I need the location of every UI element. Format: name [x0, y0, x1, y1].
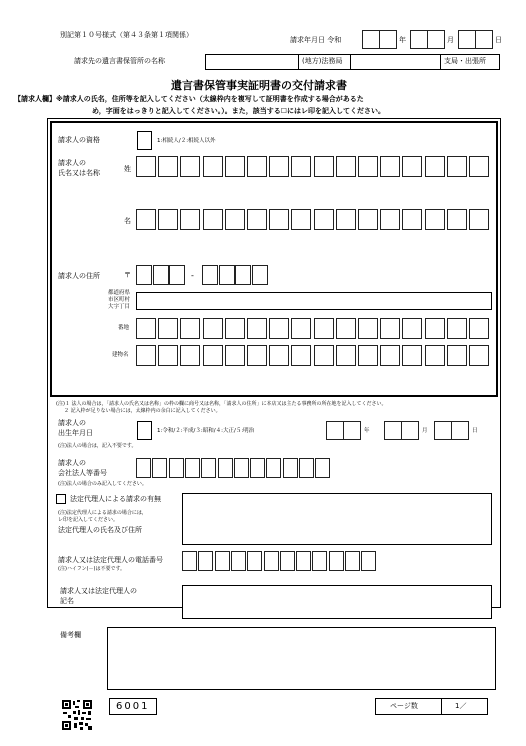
phone-label: 請求人又は法定代理人の電話番号: [58, 556, 163, 564]
building-cell[interactable]: [358, 345, 378, 366]
corp-label-1: 請求人の: [58, 459, 86, 467]
district-label: 大字丁目: [108, 304, 131, 310]
office-divider: [440, 54, 441, 70]
phone-cell[interactable]: [280, 551, 295, 571]
surname-cell[interactable]: [358, 156, 378, 177]
banchi-cell[interactable]: [380, 318, 400, 339]
office-label: 請求先の遺言書保管所の名称: [74, 57, 165, 65]
given-name-cell[interactable]: [225, 209, 245, 230]
postal-cell[interactable]: [169, 265, 185, 285]
corp-number-cell[interactable]: [250, 458, 265, 478]
instructions-line2: め，字面をはっきりと記入してください。）。また，該当する☐にはレ印を記入してください。: [92, 107, 385, 115]
agent-name-field[interactable]: [182, 493, 492, 545]
banchi-cell[interactable]: [247, 318, 267, 339]
building-cell[interactable]: [203, 345, 223, 366]
postal-mark: 〒: [124, 271, 131, 279]
phone-cell[interactable]: [247, 551, 262, 571]
surname-cell[interactable]: [203, 156, 223, 177]
corp-number-cell[interactable]: [234, 458, 249, 478]
month-unit: 月: [447, 36, 454, 44]
given-name-cell[interactable]: [469, 209, 489, 230]
given-name-cell[interactable]: [291, 209, 311, 230]
corp-label-2: 会社法人等番号: [58, 469, 107, 477]
office-divider: [350, 54, 351, 70]
surname-cell[interactable]: [336, 156, 356, 177]
building-cell[interactable]: [269, 345, 289, 366]
form-number: 6001: [116, 701, 150, 712]
birth-year-unit: 年: [364, 428, 370, 434]
building-cell[interactable]: [225, 345, 245, 366]
corp-number-cell[interactable]: [299, 458, 314, 478]
building-cell[interactable]: [469, 345, 489, 366]
given-name-cell[interactable]: [314, 209, 334, 230]
instructions-line1: 【請求人欄】※請求人の氏名，住所等を記入してください（太線枠内を複写して証明書を作成する場合があるた: [14, 95, 364, 103]
date-year-cell[interactable]: [379, 30, 397, 49]
surname-cell[interactable]: [314, 156, 334, 177]
surname-cell[interactable]: [291, 156, 311, 177]
era-field[interactable]: [137, 421, 152, 440]
name-label-1: 請求人の: [58, 159, 86, 167]
given-name-label: 名: [124, 217, 131, 225]
remarks-field[interactable]: [107, 627, 496, 690]
phone-cell[interactable]: [345, 551, 360, 571]
corp-number-cell[interactable]: [152, 458, 167, 478]
postal-cell[interactable]: [252, 265, 268, 285]
building-cell[interactable]: [380, 345, 400, 366]
banchi-label: 番地: [118, 325, 130, 331]
building-cell[interactable]: [425, 345, 445, 366]
note-1: (注)１ 法人の場合は，「請求人の氏名又は名称」の枠の欄に商号又は名称，「請求人の住所」に本店又は主たる事務所の所在地を記入してください。: [56, 401, 387, 407]
given-name-cell[interactable]: [269, 209, 289, 230]
agent-checkbox[interactable]: [56, 494, 66, 504]
banchi-cell[interactable]: [469, 318, 489, 339]
phone-cell[interactable]: [264, 551, 279, 571]
given-name-cell[interactable]: [336, 209, 356, 230]
corp-note: (注)法人の場合のみ記入してください。: [58, 481, 147, 487]
given-name-cell[interactable]: [180, 209, 200, 230]
phone-cell[interactable]: [231, 551, 246, 571]
phone-note: (注)ハイフン(－)は不要です。: [58, 566, 126, 572]
agent-note-2: レ印を記入してください。: [58, 517, 119, 523]
banchi-cell[interactable]: [402, 318, 422, 339]
remarks-label: 備考欄: [60, 631, 81, 639]
birth-label-2: 出生年月日: [58, 429, 93, 437]
corp-number-cell[interactable]: [315, 458, 330, 478]
banchi-cell[interactable]: [336, 318, 356, 339]
signature-field[interactable]: [182, 585, 492, 619]
date-year-cell[interactable]: [362, 30, 380, 49]
birth-month-cell[interactable]: [384, 421, 402, 440]
qualification-field[interactable]: [137, 131, 152, 150]
phone-cell[interactable]: [198, 551, 213, 571]
banchi-cell[interactable]: [269, 318, 289, 339]
qr-code-icon: [61, 699, 93, 731]
birth-note: (注)法人の場合は，記入不要です。: [58, 443, 137, 449]
date-day-cell[interactable]: [475, 30, 493, 49]
corp-number-cell[interactable]: [266, 458, 281, 478]
surname-label: 姓: [124, 165, 131, 173]
building-label: 建物名: [112, 352, 129, 358]
given-name-cell[interactable]: [203, 209, 223, 230]
qualification-options: 1:相続人/２:相続人以外: [157, 138, 216, 144]
signature-label-1: 請求人又は法定代理人の: [60, 587, 137, 595]
given-name-cell[interactable]: [358, 209, 378, 230]
given-name-cell[interactable]: [425, 209, 445, 230]
office-divider: [298, 54, 299, 70]
branch-label: 支局・出張所: [444, 57, 486, 65]
banchi-cell[interactable]: [158, 318, 178, 339]
agent-checkbox-label: 法定代理人による請求の有無: [70, 495, 161, 503]
phone-cell[interactable]: [215, 551, 230, 571]
page-title: 遺言書保管事実証明書の交付請求書: [171, 79, 347, 92]
given-name-cell[interactable]: [158, 209, 178, 230]
corp-number-cell[interactable]: [136, 458, 151, 478]
given-name-cell[interactable]: [380, 209, 400, 230]
surname-cell[interactable]: [225, 156, 245, 177]
signature-label-2: 記名: [60, 597, 74, 605]
note-2: ２ 記入枠が足りない場合には，太線枠内の余白に記入してください。: [64, 408, 221, 414]
given-name-cell[interactable]: [402, 209, 422, 230]
given-name-cell[interactable]: [447, 209, 467, 230]
banchi-cell[interactable]: [136, 318, 156, 339]
year-unit: 年: [399, 36, 406, 44]
surname-cell[interactable]: [402, 156, 422, 177]
building-cell[interactable]: [314, 345, 334, 366]
birth-year-cell[interactable]: [326, 421, 344, 440]
birth-month-cell[interactable]: [401, 421, 419, 440]
banchi-cell[interactable]: [180, 318, 200, 339]
birth-day-unit: 日: [472, 428, 478, 434]
banchi-cell[interactable]: [291, 318, 311, 339]
phone-cell[interactable]: [361, 551, 376, 571]
phone-cell[interactable]: [329, 551, 344, 571]
postal-cell[interactable]: [219, 265, 235, 285]
surname-cell[interactable]: [447, 156, 467, 177]
bureau-label: (地方)法務局: [302, 57, 343, 65]
banchi-cell[interactable]: [203, 318, 223, 339]
date-label: 請求年月日 令和: [290, 36, 342, 44]
banchi-cell[interactable]: [425, 318, 445, 339]
building-cell[interactable]: [180, 345, 200, 366]
banchi-cell[interactable]: [314, 318, 334, 339]
agent-name-label: 法定代理人の氏名及び住所: [58, 526, 142, 534]
corp-number-cell[interactable]: [169, 458, 184, 478]
corp-number-cell[interactable]: [185, 458, 200, 478]
phone-cell[interactable]: [312, 551, 327, 571]
corp-number-cell[interactable]: [283, 458, 298, 478]
postal-cell[interactable]: [202, 265, 218, 285]
pages-divider: [441, 698, 442, 715]
address-label: 請求人の住所: [58, 272, 100, 280]
postal-cell[interactable]: [136, 265, 152, 285]
surname-cell[interactable]: [158, 156, 178, 177]
building-cell[interactable]: [158, 345, 178, 366]
birth-label-1: 請求人の: [58, 419, 86, 427]
pref-label: 都道府県: [108, 290, 131, 296]
corp-number-cell[interactable]: [218, 458, 233, 478]
phone-cell[interactable]: [182, 551, 197, 571]
building-cell[interactable]: [336, 345, 356, 366]
birth-day-cell[interactable]: [434, 421, 452, 440]
surname-cell[interactable]: [425, 156, 445, 177]
form-id: 別記第１０号様式（第４３条第１項関係）: [60, 31, 193, 39]
building-cell[interactable]: [291, 345, 311, 366]
banchi-cell[interactable]: [447, 318, 467, 339]
pages-value: 1／: [455, 702, 467, 710]
surname-cell[interactable]: [469, 156, 489, 177]
building-cell[interactable]: [447, 345, 467, 366]
date-month-cell[interactable]: [427, 30, 445, 49]
building-cell[interactable]: [247, 345, 267, 366]
date-month-cell[interactable]: [410, 30, 428, 49]
building-cell[interactable]: [402, 345, 422, 366]
surname-cell[interactable]: [380, 156, 400, 177]
postal-cell[interactable]: [153, 265, 169, 285]
agent-note-1: (注)法定代理人による請求の場合には，: [58, 510, 147, 516]
corp-number-cell[interactable]: [201, 458, 216, 478]
city-label: 市区町村: [108, 297, 131, 303]
given-name-cell[interactable]: [136, 209, 156, 230]
qualification-label: 請求人の資格: [58, 136, 100, 144]
birth-year-cell[interactable]: [343, 421, 361, 440]
birth-day-cell[interactable]: [451, 421, 469, 440]
pages-label: ページ数: [390, 702, 418, 710]
given-name-cell[interactable]: [247, 209, 267, 230]
banchi-cell[interactable]: [225, 318, 245, 339]
surname-cell[interactable]: [180, 156, 200, 177]
day-unit: 日: [495, 36, 502, 44]
name-label-2: 氏名又は名称: [58, 169, 100, 177]
date-day-cell[interactable]: [458, 30, 476, 49]
address-pref-field[interactable]: [136, 292, 492, 310]
banchi-cell[interactable]: [358, 318, 378, 339]
birth-month-unit: 月: [422, 428, 428, 434]
surname-cell[interactable]: [136, 156, 156, 177]
postal-cell[interactable]: [235, 265, 251, 285]
phone-cell[interactable]: [296, 551, 311, 571]
era-options: 1:令和/２:平成/３:昭和/４:大正/５:明治: [157, 428, 255, 434]
surname-cell[interactable]: [269, 156, 289, 177]
building-cell[interactable]: [136, 345, 156, 366]
surname-cell[interactable]: [247, 156, 267, 177]
postal-dash: -: [191, 271, 194, 280]
